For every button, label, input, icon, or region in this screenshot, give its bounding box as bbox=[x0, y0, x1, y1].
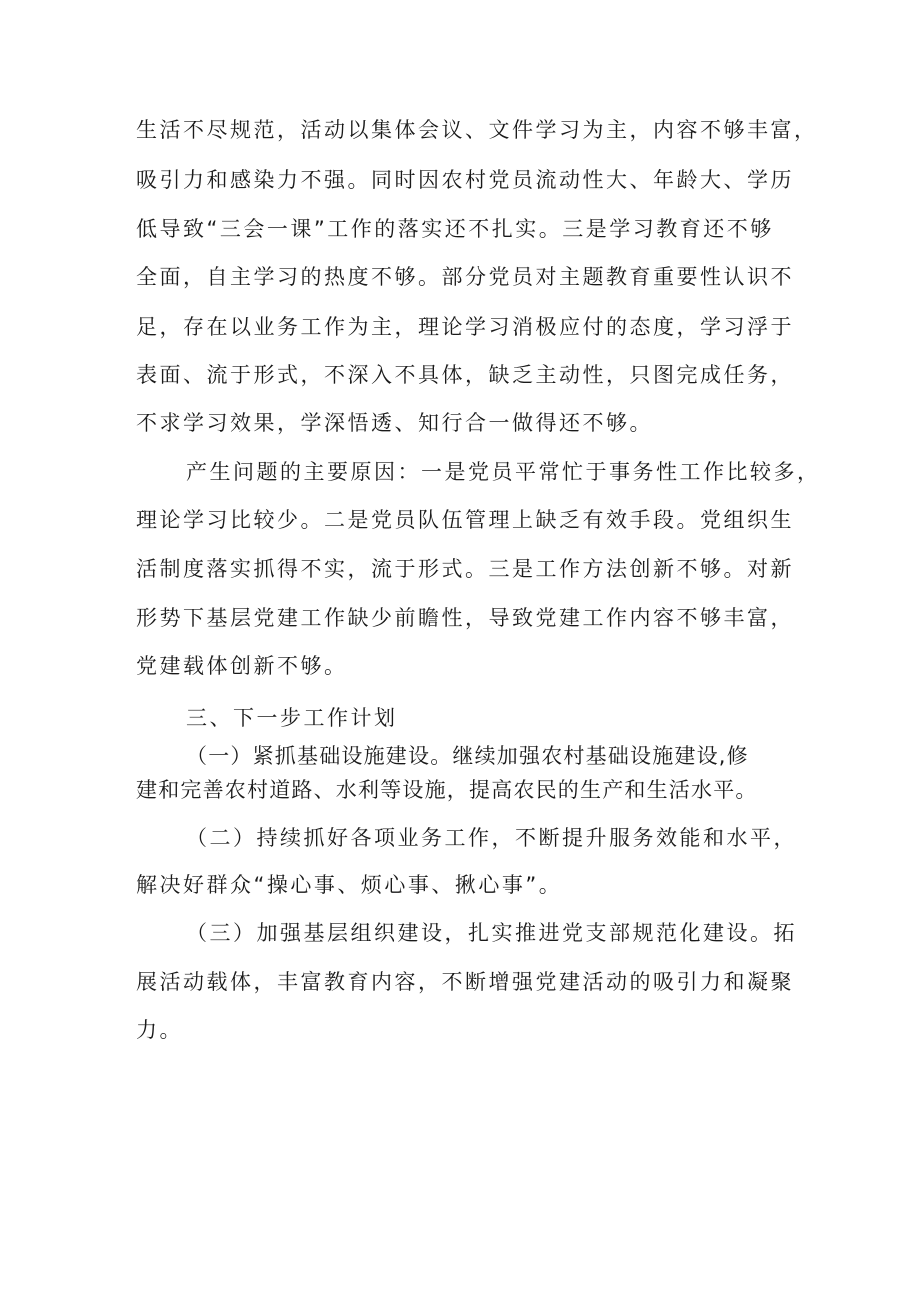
paragraph-line: 吸引力和感染力不强。同时因农村党员流动性大、年龄大、学历 bbox=[136, 168, 794, 192]
paragraph-line: 表面、流于形式，不深入不具体，缺乏主动性，只图完成任务， bbox=[136, 363, 794, 387]
paragraph-line: 低导致“三会一课”工作的落实还不扎实。三是学习教育还不够 bbox=[136, 217, 774, 241]
paragraph-line: 全面，自主学习的热度不够。部分党员对主题教育重要性认识不 bbox=[136, 265, 794, 289]
paragraph-line: 产生问题的主要原因：一是党员平常忙于事务性工作比较多， bbox=[186, 460, 821, 484]
list-item-line: （一）紧抓基础设施建设。继续加强农村基础设施建设,修 bbox=[186, 744, 749, 768]
list-item-line: 建和完善农村道路、水利等设施，提高农民的生产和生活水平。 bbox=[136, 778, 758, 802]
list-item-line: （二）持续抓好各项业务工作，不断提升服务效能和水平， bbox=[186, 826, 797, 850]
paragraph-line: 活制度落实抓得不实，流于形式。三是工作方法创新不够。对新 bbox=[136, 557, 794, 581]
paragraph-line: 足，存在以业务工作为主，理论学习消极应付的态度，学习浮于 bbox=[136, 315, 794, 339]
list-item-line: 展活动载体，丰富教育内容，不断增强党建活动的吸引力和凝聚 bbox=[136, 970, 794, 994]
list-item-line: 力。 bbox=[136, 1018, 183, 1042]
list-item-line: （三）加强基层组织建设，扎实推进党支部规范化建设。拓 bbox=[186, 921, 797, 945]
paragraph-line: 形势下基层党建工作缺少前瞻性，导致党建工作内容不够丰富， bbox=[136, 606, 794, 630]
paragraph-line: 理论学习比较少。二是党员队伍管理上缺乏有效手段。党组织生 bbox=[136, 508, 794, 532]
section-heading: 三、下一步工作计划 bbox=[186, 706, 398, 730]
paragraph-line: 党建载体创新不够。 bbox=[136, 654, 348, 678]
paragraph-line: 不求学习效果，学深悟透、知行合一做得还不够。 bbox=[136, 411, 653, 435]
list-item-line: 解决好群众“操心事、烦心事、揪心事”。 bbox=[136, 873, 563, 897]
paragraph-line: 生活不尽规范，活动以集体会议、文件学习为主，内容不够丰富， bbox=[136, 118, 818, 142]
